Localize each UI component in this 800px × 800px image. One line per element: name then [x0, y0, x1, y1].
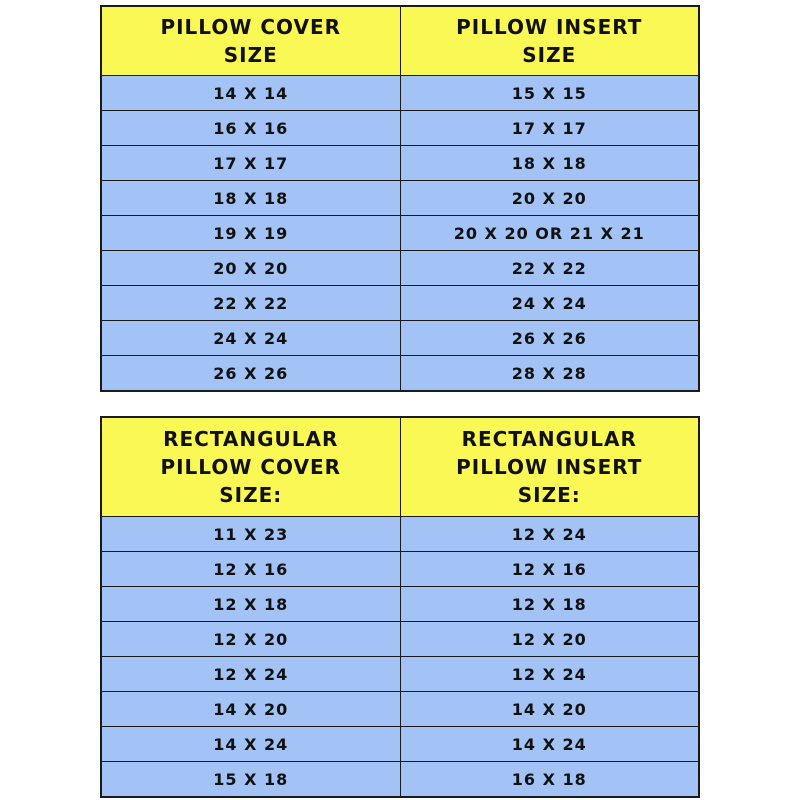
insert-size-cell: 16 X 18 [400, 762, 699, 798]
insert-size-cell: 28 X 28 [400, 356, 699, 392]
insert-size-cell: 20 X 20 [400, 181, 699, 216]
table-row [101, 111, 699, 146]
cover-size-cell: 11 X 23 [101, 517, 400, 552]
cover-size-cell: 12 X 24 [101, 657, 400, 692]
cover-size-cell: 14 X 20 [101, 692, 400, 727]
cover-size-cell: 20 X 20 [101, 251, 400, 286]
insert-size-cell: 22 X 22 [400, 251, 699, 286]
table-row [101, 517, 699, 552]
table-row [101, 692, 699, 727]
table-row [101, 762, 699, 798]
rectangular-pillow-size-table [100, 416, 700, 798]
cover-size-cell: 22 X 22 [101, 286, 400, 321]
cover-size-cell: 14 X 14 [101, 76, 400, 111]
table-row [101, 286, 699, 321]
insert-size-cell: 20 X 20 OR 21 X 21 [400, 216, 699, 251]
insert-size-cell: 12 X 24 [400, 657, 699, 692]
table-row [101, 251, 699, 286]
insert-size-cell: 14 X 24 [400, 727, 699, 762]
cover-size-cell: 17 X 17 [101, 146, 400, 181]
header-row [101, 417, 699, 517]
rectangular-insert-size-header: RECTANGULAR PILLOW INSERT SIZE: [400, 417, 699, 517]
cover-size-cell: 15 X 18 [101, 762, 400, 798]
insert-size-cell: 12 X 24 [400, 517, 699, 552]
square-pillow-size-table [100, 5, 700, 392]
header-row [101, 6, 699, 76]
table-row [101, 356, 699, 392]
table-row [101, 216, 699, 251]
pillow-cover-size-header: PILLOW COVER SIZE [101, 6, 400, 76]
table-row [101, 657, 699, 692]
insert-size-cell: 26 X 26 [400, 321, 699, 356]
table-row [101, 727, 699, 762]
insert-size-cell: 17 X 17 [400, 111, 699, 146]
insert-size-cell: 12 X 20 [400, 622, 699, 657]
table-row [101, 622, 699, 657]
cover-size-cell: 16 X 16 [101, 111, 400, 146]
cover-size-cell: 24 X 24 [101, 321, 400, 356]
table-row [101, 552, 699, 587]
insert-size-cell: 18 X 18 [400, 146, 699, 181]
insert-size-cell: 15 X 15 [400, 76, 699, 111]
cover-size-cell: 12 X 16 [101, 552, 400, 587]
cover-size-cell: 19 X 19 [101, 216, 400, 251]
cover-size-cell: 14 X 24 [101, 727, 400, 762]
cover-size-cell: 12 X 20 [101, 622, 400, 657]
insert-size-cell: 14 X 20 [400, 692, 699, 727]
table-row [101, 587, 699, 622]
insert-size-cell: 12 X 18 [400, 587, 699, 622]
table-row [101, 181, 699, 216]
table-row [101, 146, 699, 181]
cover-size-cell: 26 X 26 [101, 356, 400, 392]
pillow-insert-size-header: PILLOW INSERT SIZE [400, 6, 699, 76]
insert-size-cell: 24 X 24 [400, 286, 699, 321]
table-row [101, 321, 699, 356]
table-row [101, 76, 699, 111]
cover-size-cell: 12 X 18 [101, 587, 400, 622]
rectangular-cover-size-header: RECTANGULAR PILLOW COVER SIZE: [101, 417, 400, 517]
insert-size-cell: 12 X 16 [400, 552, 699, 587]
cover-size-cell: 18 X 18 [101, 181, 400, 216]
